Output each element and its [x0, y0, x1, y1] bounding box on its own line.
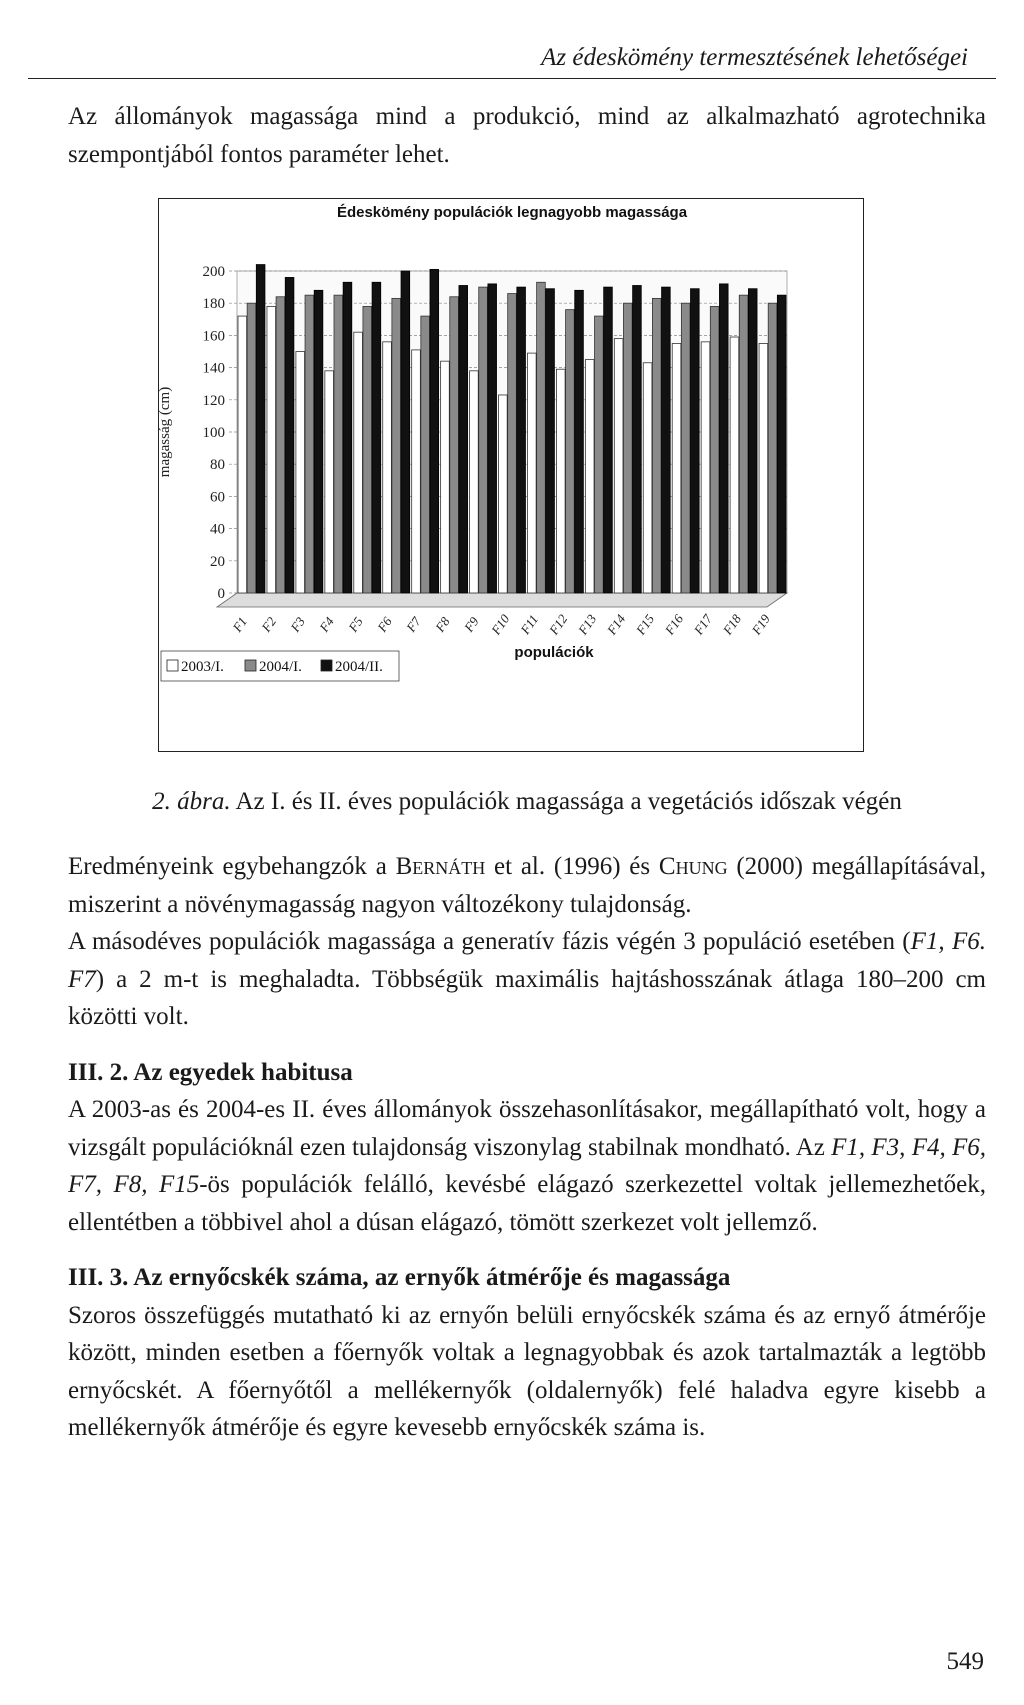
- bar-f15-series-3: [662, 287, 671, 593]
- p1-text-a: Eredményeink egybehangzók a: [68, 853, 396, 880]
- p3-populations: F1, F3, F4, F6, F7, F8, F15: [68, 1133, 986, 1198]
- bar-f1-series-2: [247, 303, 256, 593]
- p3-text-b: -ös populációk felálló, kevésbé elágazó szerkezettel voltak jellemezhetőek, ellentétben a többivel ahol a dúsan elágazó, tömött szerkezet volt jellemző.: [68, 1171, 986, 1236]
- p3-text-a: A 2003-as és 2004-es II. éves állományok összehasonlításakor, megállapítható volt, hogy a vizsgált populációknál ezen tulajdonság viszonylag stabilnak mondható. Az: [68, 1096, 986, 1161]
- legend-swatch: [245, 660, 256, 671]
- x-tick-label: F2: [258, 614, 280, 635]
- bar-f4-series-3: [343, 282, 352, 593]
- bar-f6-series-2: [392, 298, 401, 593]
- bar-f18-series-1: [730, 337, 739, 593]
- bar-f14-series-2: [623, 303, 632, 593]
- bar-f19-series-1: [759, 343, 768, 593]
- page-number: 549: [946, 1648, 984, 1675]
- bar-f7-series-1: [412, 350, 421, 593]
- p2-populations: F1, F6. F7: [68, 928, 986, 993]
- chart-floor: [217, 593, 787, 607]
- bar-f12-series-1: [556, 369, 565, 593]
- bar-f13-series-3: [604, 287, 613, 593]
- bar-f19-series-2: [768, 303, 777, 593]
- bar-f11-series-3: [546, 289, 555, 593]
- bar-f10-series-2: [508, 294, 517, 593]
- x-tick-label: F8: [432, 614, 453, 635]
- x-tick-label: F4: [316, 614, 337, 635]
- bar-f4-series-2: [334, 295, 343, 593]
- y-tick-label: 140: [202, 360, 225, 377]
- bar-f7-series-3: [430, 269, 439, 593]
- header-rule: [28, 78, 996, 79]
- bar-f17-series-2: [710, 306, 719, 593]
- bar-f14-series-1: [614, 339, 623, 593]
- bar-f7-series-2: [421, 316, 430, 593]
- bar-f2-series-2: [276, 297, 285, 593]
- bar-f9-series-1: [470, 371, 479, 593]
- figure-caption-text: Az I. és II. éves populációk magassága a vegetációs időszak végén: [235, 788, 902, 815]
- bar-f10-series-3: [517, 287, 526, 593]
- bar-f14-series-3: [633, 285, 642, 593]
- x-axis-label: populációk: [514, 644, 594, 661]
- bar-f10-series-1: [499, 395, 508, 593]
- y-axis-label: magasság (cm): [157, 386, 173, 478]
- intro-paragraph: [68, 98, 986, 173]
- bar-f1-series-3: [256, 265, 265, 593]
- figure-caption-label: 2. ábra.: [152, 788, 231, 815]
- x-tick-label: F12: [546, 611, 571, 638]
- bar-f17-series-1: [701, 342, 710, 593]
- bar-f15-series-1: [643, 363, 652, 593]
- x-tick-label: F6: [374, 614, 395, 635]
- legend-label: 2003/I.: [181, 659, 224, 675]
- y-tick-label: 20: [210, 553, 225, 570]
- bar-f9-series-2: [479, 287, 488, 593]
- x-tick-label: F16: [661, 611, 687, 638]
- bar-chart: [159, 199, 865, 753]
- p2-text-b: ) a 2 m-t is meghaladta. Többségük maximális hajtáshosszának átlaga 180–200 cm közötti volt.: [68, 965, 986, 1030]
- y-tick-label: 180: [202, 296, 225, 313]
- bar-f2-series-3: [285, 277, 294, 593]
- x-tick-label: F7: [403, 614, 424, 635]
- legend-label: 2004/I.: [259, 659, 302, 675]
- y-tick-label: 160: [202, 328, 225, 345]
- running-head: Az édeskömény termesztésének lehetőségei: [541, 44, 968, 71]
- bar-f5-series-3: [372, 282, 381, 593]
- paragraph-2: [68, 923, 986, 1036]
- chart-title: Édeskömény populációk legnagyobb magassága: [336, 204, 688, 221]
- bar-f16-series-1: [672, 343, 681, 593]
- x-tick-label: F18: [719, 611, 745, 638]
- bar-f17-series-3: [719, 284, 728, 593]
- bar-f4-series-1: [325, 371, 334, 593]
- chart-figure: [158, 198, 864, 752]
- x-tick-label: F11: [517, 611, 542, 637]
- section-heading-habitus: III. 2. Az egyedek habitusa: [68, 1058, 353, 1086]
- bar-f12-series-2: [566, 310, 575, 593]
- bar-f3-series-1: [296, 352, 305, 594]
- y-tick-label: 0: [217, 586, 225, 602]
- y-tick-label: 120: [202, 392, 225, 409]
- bar-f3-series-2: [305, 295, 314, 593]
- x-tick-label: F15: [632, 611, 658, 638]
- bar-f13-series-1: [585, 360, 594, 593]
- bar-f5-series-1: [354, 332, 363, 593]
- figure-caption: [68, 788, 986, 816]
- legend-swatch: [321, 660, 332, 671]
- paragraph-4: Szoros összefüggés mutatható ki az ernyőn belüli ernyőcskék száma és az ernyő átmérője között, minden esetben a főernyők voltak a legnagyobbak és azok tartalmazták a legtöbb ernyőcskét. A főernyőtől a mellékernyők (oldalernyők) felé haladva egyre kisebb a mellékernyők átmérője és egyre kevesebb ernyőcskék száma is.: [68, 1301, 986, 1441]
- x-tick-label: F17: [690, 611, 716, 638]
- legend-label: 2004/II.: [335, 659, 383, 675]
- bar-f16-series-3: [691, 289, 700, 593]
- bar-f9-series-3: [488, 284, 497, 593]
- x-tick-label: F1: [229, 614, 251, 635]
- bar-f3-series-3: [314, 290, 323, 593]
- p1-text-b: et al. (1996) és: [485, 853, 659, 880]
- p2-text-a: A másodéves populációk magassága a generatív fázis végén 3 populáció esetében (: [68, 928, 911, 955]
- section-heading-ernyok: III. 3. Az ernyőcskék száma, az ernyők átmérője és magassága: [68, 1264, 731, 1291]
- y-tick-label: 200: [202, 264, 225, 280]
- bar-f2-series-1: [267, 306, 276, 593]
- x-tick-label: F5: [345, 614, 366, 635]
- bar-f16-series-2: [681, 303, 690, 593]
- bar-f15-series-2: [652, 298, 661, 593]
- x-tick-label: F9: [461, 614, 482, 635]
- y-tick-label: 100: [202, 425, 225, 441]
- bar-f12-series-3: [575, 290, 584, 593]
- bar-f6-series-3: [401, 271, 410, 593]
- x-tick-label: F19: [748, 611, 773, 638]
- bar-f8-series-2: [450, 297, 459, 593]
- legend-swatch: [167, 660, 178, 671]
- y-tick-label: 80: [210, 457, 225, 474]
- bar-f18-series-3: [748, 289, 757, 593]
- author-bernath: Bernáth: [395, 853, 486, 880]
- bar-f18-series-2: [739, 295, 748, 593]
- bar-f8-series-3: [459, 285, 468, 593]
- x-tick-label: F14: [603, 611, 629, 638]
- bar-f6-series-1: [383, 342, 392, 593]
- intro-text: Az állományok magassága mind a produkció, mind az alkalmazható agrotechnika szempontjából fontos paraméter lehet.: [68, 103, 986, 168]
- bar-f8-series-1: [441, 361, 450, 593]
- author-chung: Chung: [658, 853, 728, 880]
- paragraph-1: [68, 848, 986, 923]
- p1-text-c: (2000) megállapításával, miszerint a növénymagasság nagyon változékony tulajdonság.: [68, 853, 986, 918]
- x-tick-label: F3: [287, 614, 308, 635]
- bar-f11-series-2: [537, 282, 546, 593]
- bar-f5-series-2: [363, 306, 372, 593]
- y-tick-label: 60: [210, 489, 225, 506]
- y-tick-label: 40: [210, 521, 225, 538]
- x-tick-label: F13: [575, 611, 600, 638]
- bar-f19-series-3: [777, 295, 786, 593]
- paragraph-3: [68, 1091, 986, 1241]
- x-tick-label: F10: [488, 611, 513, 638]
- bar-f13-series-2: [595, 316, 604, 593]
- body-text: [68, 848, 986, 1447]
- bar-f11-series-1: [527, 353, 536, 593]
- bar-f1-series-1: [238, 316, 247, 593]
